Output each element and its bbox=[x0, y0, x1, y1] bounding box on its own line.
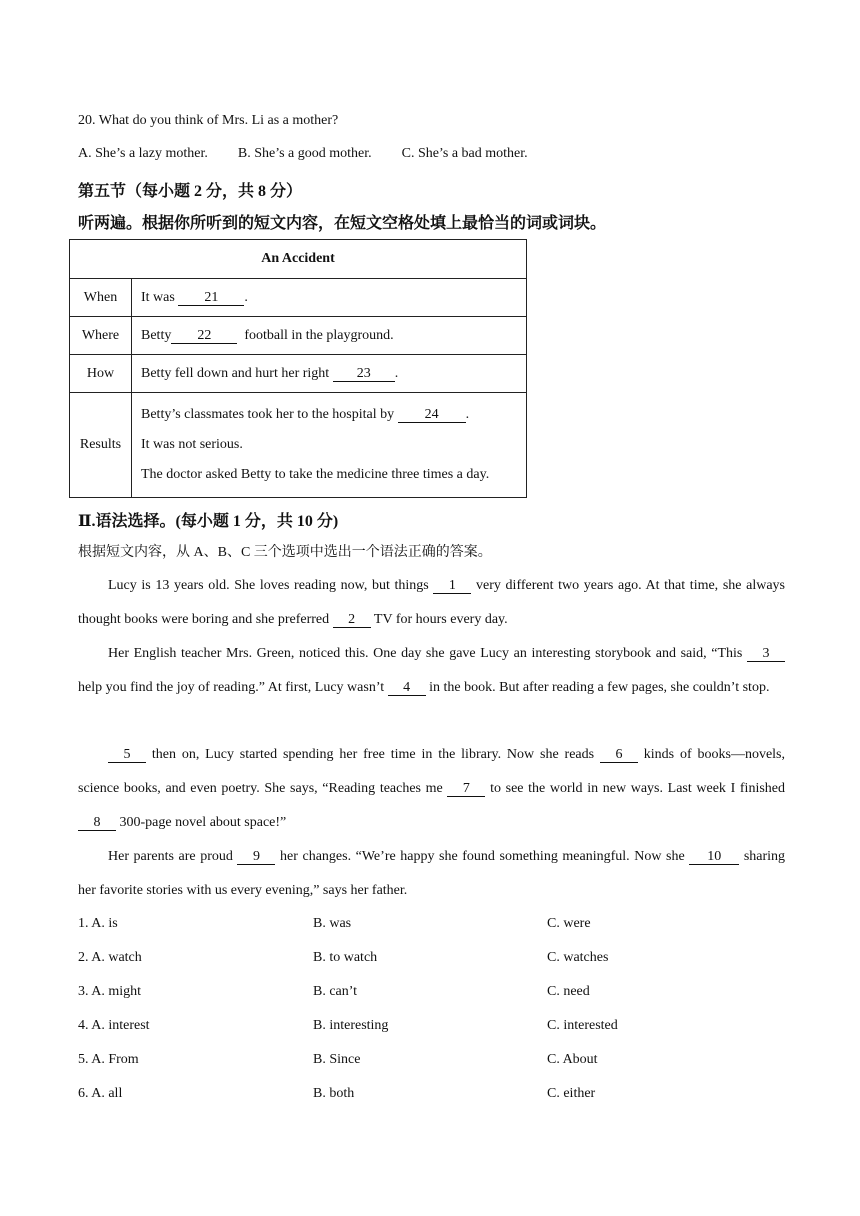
option-a: 5. A. From bbox=[78, 1052, 139, 1067]
question-20: 20. What do you think of Mrs. Li as a mother? bbox=[78, 113, 339, 128]
row-value: It was 21 . bbox=[132, 279, 527, 317]
option-c: C. interested bbox=[547, 1018, 618, 1033]
section-5-title: 第五节（每小题 2 分，共 8 分） bbox=[78, 183, 303, 200]
option-row-2 bbox=[78, 950, 785, 970]
blank-1: 1 bbox=[433, 578, 471, 594]
option-b: B. both bbox=[313, 1086, 355, 1101]
blank-5: 5 bbox=[108, 747, 146, 763]
row-label: Where bbox=[70, 317, 132, 355]
row-label: When bbox=[70, 279, 132, 317]
table-row bbox=[70, 279, 527, 317]
question-20-options bbox=[78, 146, 528, 162]
option-row-5 bbox=[78, 1052, 785, 1072]
option-a: 6. A. all bbox=[78, 1086, 123, 1101]
section-2-title: Ⅱ.语法选择。(每小题 1 分，共 10 分) bbox=[78, 513, 339, 530]
table-row bbox=[70, 317, 527, 355]
row-value: Betty 22 football in the playground. bbox=[132, 317, 527, 355]
option-a: 3. A. might bbox=[78, 984, 142, 999]
table-title: An Accident bbox=[70, 240, 527, 279]
blank-24: 24 bbox=[398, 407, 466, 423]
passage-paragraph-2: Her English teacher Mrs. Green, noticed this. One day she gave Lucy an interesting storybook and said, “This 3 help you find the joy of reading.” At first, Lucy wasn’t 4 in the book. But after reading a few pages, she couldn’t stop. bbox=[78, 637, 785, 705]
passage-paragraph-3: 5 then on, Lucy started spending her free time in the library. Now she reads 6 kinds of books—novels, science books, and even poetry. She says, “Reading teaches me 7 to see the world in new ways. Last week I finished 8 300-page novel about space!” bbox=[78, 747, 786, 830]
passage-paragraph-1: Lucy is 13 years old. She loves reading now, but things 1 very different two years ago. At that time, she always thought books were boring and she preferred 2 TV for hours every day. bbox=[78, 578, 785, 627]
option-a: 1. A. is bbox=[78, 916, 118, 931]
passage-paragraph-4: Her parents are proud 9 her changes. “We’re happy she found something meaningful. Now she 10 sharing her favorite stories with us every evening,” says her father. bbox=[78, 849, 786, 898]
row-label: How bbox=[70, 355, 132, 393]
option-c: C. were bbox=[547, 916, 591, 931]
blank-23: 23 bbox=[333, 366, 395, 382]
option-c: C. watches bbox=[547, 950, 609, 965]
blank-9: 9 bbox=[237, 849, 275, 865]
row-label: Results bbox=[70, 393, 132, 498]
option-row-4 bbox=[78, 1018, 785, 1038]
option-b: B. She’s a good mother. bbox=[237, 146, 372, 161]
option-b: B. interesting bbox=[313, 1018, 389, 1033]
option-b: B. to watch bbox=[313, 950, 378, 965]
blank-6: 6 bbox=[600, 747, 638, 763]
blank-22: 22 bbox=[171, 328, 237, 344]
option-row-3 bbox=[78, 984, 785, 1004]
blank-8: 8 bbox=[78, 815, 116, 831]
option-a: 2. A. watch bbox=[78, 950, 142, 965]
blank-4: 4 bbox=[388, 680, 426, 696]
option-c: C. She’s a bad mother. bbox=[401, 146, 528, 161]
blank-7: 7 bbox=[447, 781, 485, 797]
option-b: B. can’t bbox=[313, 984, 358, 999]
option-row-6 bbox=[78, 1086, 785, 1106]
row-value: Betty’s classmates took her to the hospital by 24 . It was not serious. The doctor asked Betty to take the medicine three times a day. bbox=[132, 393, 527, 498]
accident-table bbox=[69, 239, 527, 498]
blank-3: 3 bbox=[747, 646, 785, 662]
blank-21: 21 bbox=[178, 290, 244, 306]
option-b: B. Since bbox=[313, 1052, 361, 1067]
option-c: C. need bbox=[547, 984, 590, 999]
option-a: 4. A. interest bbox=[78, 1018, 150, 1033]
table-row bbox=[70, 393, 527, 498]
option-b: B. was bbox=[313, 916, 352, 931]
blank-10: 10 bbox=[689, 849, 739, 865]
row-value: Betty fell down and hurt her right 23 . bbox=[132, 355, 527, 393]
option-c: C. About bbox=[547, 1052, 598, 1067]
section-2-instruction: 根据短文内容，从 A、B、C 三个选项中选出一个语法正确的答案。 bbox=[78, 545, 492, 560]
blank-2: 2 bbox=[333, 612, 371, 628]
option-a: A. She’s a lazy mother. bbox=[78, 146, 208, 161]
option-row-1 bbox=[78, 916, 785, 936]
table-row bbox=[70, 355, 527, 393]
option-c: C. either bbox=[547, 1086, 596, 1101]
section-5-instruction: 听两遍。根据你所听到的短文内容，在短文空格处填上最恰当的词或词块。 bbox=[78, 215, 607, 232]
